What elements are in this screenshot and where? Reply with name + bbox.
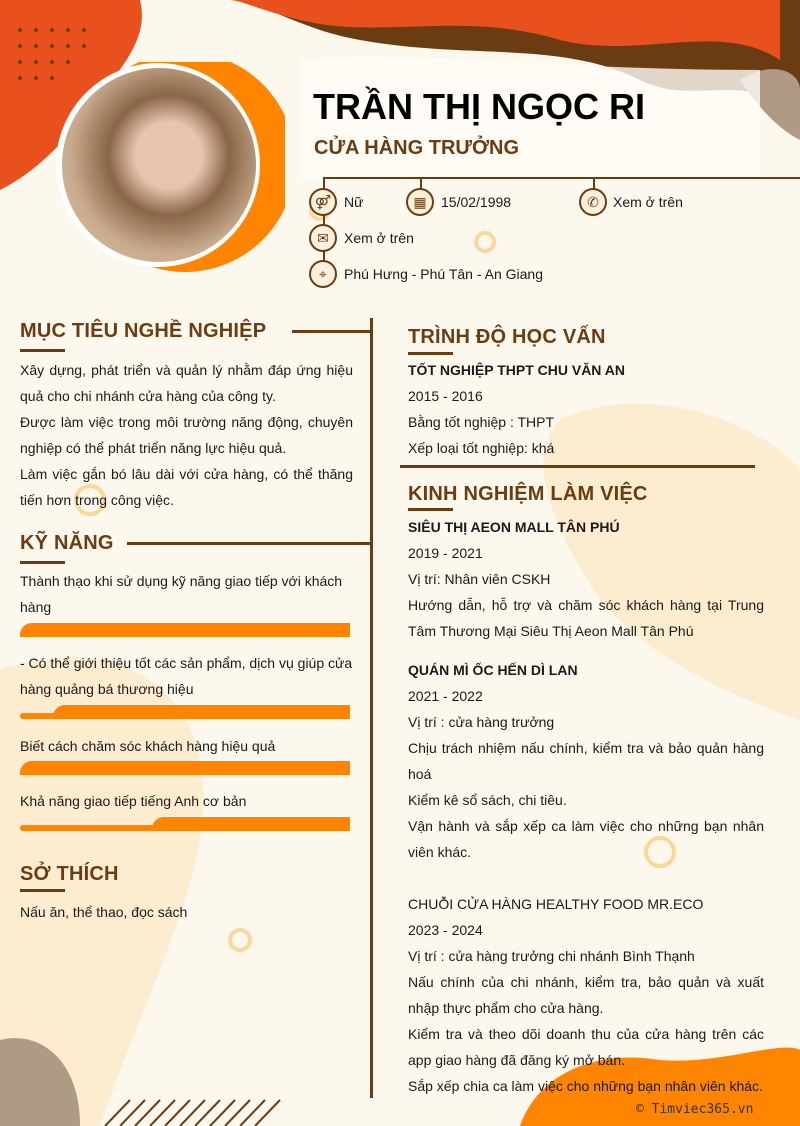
experience-list (408, 514, 764, 1099)
skill-bar (20, 623, 350, 637)
watermark: © Timviec365.vn (636, 1102, 754, 1117)
job-detail: Sắp xếp chia ca làm việc cho những bạn nhân viên khác. (408, 1078, 763, 1094)
avatar (62, 68, 256, 262)
heading-underline (20, 889, 65, 892)
skill-bar (20, 761, 350, 775)
email-value: Xem ở trên (344, 230, 414, 246)
candidate-name: TRẦN THỊ NGỌC RI (313, 86, 645, 127)
job-detail: Kiểm tra và theo dõi doanh thu của cửa hàng trên các app giao hàng đã đăng ký mở bán. (408, 1026, 764, 1068)
job-company: QUÁN MÌ ỐC HẾN DÌ LAN (408, 662, 578, 678)
objective-line: Xây dựng, phát triển và quản lý nhằm đáp ứng hiệu quả cho chi nhánh cửa hàng của công ty. (20, 362, 353, 404)
skill-label: Biết cách chăm sóc khách hàng hiệu quả (20, 738, 276, 754)
job-company: SIÊU THỊ AEON MALL TÂN PHÚ (408, 519, 620, 535)
address-value: Phú Hưng - Phú Tân - An Giang (344, 266, 544, 282)
job-detail: Kiểm kê sổ sách, chi tiêu. (408, 792, 567, 808)
gender-icon: ⚤ (309, 188, 337, 216)
skill-label: Khả năng giao tiếp tiếng Anh cơ bản (20, 793, 247, 809)
job-detail: Chịu trách nhiệm nấu chính, kiểm tra và bảo quản hàng hoá (408, 740, 764, 782)
hobbies-heading: SỞ THÍCH (20, 863, 119, 885)
heading-underline (408, 352, 453, 355)
skills-heading: KỸ NĂNG (20, 532, 114, 554)
skill-bar (20, 705, 350, 719)
email-icon: ✉ (309, 224, 337, 252)
profile-photo-frame (55, 62, 285, 272)
job-entry (408, 657, 764, 865)
job-detail: Vị trí: Nhân viên CSKH (408, 571, 551, 587)
objective-text (20, 357, 353, 513)
job-company: CHUỖI CỬA HÀNG HEALTHY FOOD MR.ECO (408, 896, 704, 912)
objective-line: Làm việc gắn bó lâu dài với cửa hàng, có thể thăng tiến hơn trong công việc. (20, 466, 353, 508)
objective-line: Được làm việc trong môi trường năng động, chuyên nghiệp có thể phát triển năng lực hiệu quả. (20, 414, 353, 456)
job-period: 2021 - 2022 (408, 688, 483, 704)
education-heading: TRÌNH ĐỘ HỌC VẤN (408, 326, 606, 348)
hobbies-text: Nấu ăn, thể thao, đọc sách (20, 904, 188, 920)
calendar-icon: ▦ (406, 188, 434, 216)
job-period: 2023 - 2024 (408, 922, 483, 938)
job-detail: Vị trí : cửa hàng trưởng chi nhánh Bình Thạnh (408, 948, 695, 964)
heading-line (127, 542, 372, 545)
heading-underline (408, 508, 453, 511)
school-name: TỐT NGHIỆP THPT CHU VĂN AN (408, 362, 626, 378)
heading-line (292, 330, 372, 333)
job-title: CỬA HÀNG TRƯỞNG (314, 137, 520, 159)
job-period: 2019 - 2021 (408, 545, 483, 561)
education-degree: Bằng tốt nghiệp : THPT (408, 414, 555, 430)
phone-icon: ✆ (579, 188, 607, 216)
skill-label: - Có thể giới thiệu tốt các sản phẩm, dịch vụ giúp cửa hàng quảng bá thương hiệu (20, 655, 353, 697)
job-detail: Vận hành và sắp xếp ca làm việc cho những bạn nhân viên khác. (408, 818, 764, 860)
dob-value: 15/02/1998 (441, 194, 512, 210)
contact-divider (323, 177, 800, 179)
column-divider (370, 318, 373, 1098)
education-period: 2015 - 2016 (408, 388, 483, 404)
education-grade: Xếp loại tốt nghiệp: khá (408, 440, 555, 456)
experience-heading: KINH NGHIỆM LÀM VIỆC (408, 483, 648, 505)
skill-bar (20, 817, 350, 831)
job-detail: Vị trí : cửa hàng trưởng (408, 714, 555, 730)
job-detail: Hướng dẫn, hỗ trợ và chăm sóc khách hàng tại Trung Tâm Thương Mại Siêu Thị Aeon Mall Tân Phú (408, 597, 764, 639)
education-block (408, 357, 764, 461)
gender-value: Nữ (344, 194, 364, 210)
job-entry (408, 891, 764, 1099)
job-detail: Nấu chính của chi nhánh, kiểm tra, bảo quản và xuất nhập thực phẩm cho cửa hàng. (408, 974, 764, 1016)
objective-heading: MỤC TIÊU NGHỀ NGHIỆP (20, 320, 267, 342)
location-icon: ⌖ (309, 260, 337, 288)
skill-label: Thành thạo khi sử dụng kỹ năng giao tiếp với khách hàng (20, 573, 343, 615)
heading-underline (20, 349, 65, 352)
job-entry (408, 514, 764, 644)
section-divider (400, 465, 755, 468)
phone-value: Xem ở trên (613, 194, 683, 210)
heading-underline (20, 561, 65, 564)
